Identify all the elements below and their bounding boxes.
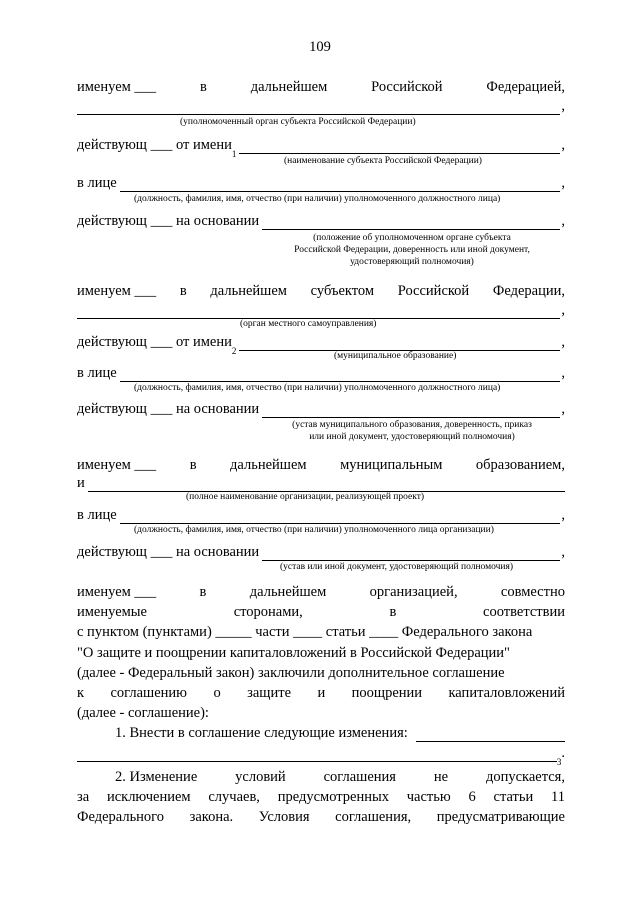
caption-line: (положение об уполномоченном органе субъекта — [313, 233, 511, 243]
text: 1. Внести в соглашение следующие изменения: — [115, 725, 408, 741]
para-line-4 — [77, 664, 565, 684]
word: совместно — [500, 584, 565, 600]
line-named-subject — [77, 282, 565, 302]
comma: , — [561, 98, 565, 114]
blank — [88, 477, 565, 492]
word: соглашения — [323, 769, 396, 785]
word: случаев, — [208, 789, 260, 805]
comma: , — [561, 302, 565, 318]
caption-basis-3: (устав или иной документ, удостоверяющий полномочия) — [280, 562, 514, 572]
label: действующ ___ на основании — [77, 213, 260, 229]
blank — [262, 546, 560, 561]
label: действующ ___ на основании — [77, 401, 260, 417]
label: в лице — [77, 365, 117, 381]
text: "О защите и поощрении капиталовложений в Российской Федерации" — [77, 645, 510, 661]
word: именуем ___ — [77, 79, 157, 95]
line-named-organization — [77, 583, 565, 603]
caption-basis-2 — [262, 419, 562, 443]
word: именуем ___ — [77, 283, 157, 299]
blank — [239, 139, 560, 154]
text: (далее - Федеральный закон) заключили дополнительное соглашение — [77, 665, 505, 681]
word: дальнейшем — [250, 79, 328, 95]
blank — [262, 215, 560, 230]
word: Условия — [258, 809, 310, 825]
blank — [120, 509, 561, 524]
word: защите — [247, 685, 292, 701]
word: дальнейшем — [210, 283, 287, 299]
line-acting-on-behalf-1: действующ ___ от имени 1 , — [77, 137, 565, 159]
word: капиталовложений — [448, 685, 565, 701]
line-named-municipal — [77, 456, 565, 476]
label: действующ ___ на основании — [77, 544, 260, 560]
word: в — [199, 584, 207, 600]
word: о — [213, 685, 221, 701]
label: в лице — [77, 507, 117, 523]
caption-official-3: (должность, фамилия, имя, отчество (при наличии) уполномоченного лица организации) — [134, 525, 494, 535]
word: именуемые — [77, 604, 147, 620]
para-line-2 — [77, 623, 565, 643]
caption-line: (устав муниципального образования, доверенность, приказ — [292, 420, 532, 430]
line-basis-3 — [77, 543, 565, 563]
text: (далее - соглашение): — [77, 705, 209, 721]
comma: , — [561, 365, 565, 381]
item-2-line-1 — [115, 768, 565, 788]
comma: , — [561, 507, 565, 523]
word: сторонами, — [233, 604, 303, 620]
comma: , — [561, 401, 565, 417]
blank — [77, 100, 560, 115]
caption-line: Российской Федерации, доверенность или иной документ, — [294, 245, 530, 255]
caption-official-2: (должность, фамилия, имя, отчество (при наличии) уполномоченного должностного лица) — [134, 383, 501, 393]
word: Российской — [371, 79, 443, 95]
word: организацией, — [369, 584, 458, 600]
word: статьи — [493, 789, 534, 805]
comma: , — [561, 213, 565, 229]
item-1-line — [115, 724, 565, 744]
word: исключением — [106, 789, 191, 805]
word: Федерального — [77, 809, 165, 825]
word: дальнейшем — [230, 457, 307, 473]
word: дальнейшем — [249, 584, 327, 600]
blank — [416, 727, 565, 742]
word: 2. Изменение — [115, 769, 198, 785]
word: Российской — [397, 283, 470, 299]
label: действующ ___ от имени — [77, 334, 232, 350]
word: в — [389, 604, 397, 620]
line-person-3 — [77, 506, 565, 526]
caption-line: удостоверяющий полномочия) — [350, 257, 474, 267]
word: предусматривающие — [436, 809, 565, 825]
blank — [77, 747, 557, 762]
word: 6 — [468, 789, 476, 805]
blank — [262, 403, 560, 418]
line-acting-on-behalf-2: действующ ___ от имени 2 , — [77, 334, 565, 356]
word: соглашению — [110, 685, 188, 701]
para-line-3 — [77, 644, 565, 664]
word: образованием, — [475, 457, 565, 473]
word: Федерацией, — [486, 79, 565, 95]
blank — [120, 367, 561, 382]
word: не — [433, 769, 449, 785]
label: в лице — [77, 175, 117, 191]
caption-subject-name: (наименование субъекта Российской Федерации) — [284, 156, 482, 166]
label: действующ ___ от имени — [77, 137, 232, 153]
word: именуем ___ — [77, 584, 157, 600]
caption-basis-1 — [262, 232, 562, 268]
line-person-2 — [77, 364, 565, 384]
period: . — [561, 745, 565, 761]
text: с пунктом (пунктами) _____ части ____ статьи ____ Федерального закона — [77, 624, 533, 640]
word: в — [189, 457, 197, 473]
line-named-rf — [77, 78, 565, 98]
caption-local-gov: (орган местного самоуправления) — [240, 319, 377, 329]
caption-official-1: (должность, фамилия, имя, отчество (при наличии) уполномоченного должностного лица) — [134, 194, 501, 204]
line-person-1 — [77, 174, 565, 194]
word: условий — [235, 769, 286, 785]
caption-organization: (полное наименование организации, реализующей проект) — [186, 492, 425, 502]
caption-organ: (уполномоченный орган субъекта Российской Федерации) — [180, 117, 416, 127]
caption-line: или иной документ, удостоверяющий полномочия) — [309, 432, 515, 442]
word: муниципальным — [340, 457, 443, 473]
word: субъектом — [310, 283, 375, 299]
word: частью — [406, 789, 451, 805]
word: предусмотренных — [277, 789, 389, 805]
word: допускается, — [485, 769, 565, 785]
word: закона. — [189, 809, 234, 825]
line-basis-1 — [77, 212, 565, 232]
word: за — [77, 789, 90, 805]
para-line-6 — [77, 704, 565, 724]
blank — [239, 336, 560, 351]
word: и — [317, 685, 326, 701]
item-2-line-3 — [77, 808, 565, 828]
comma: , — [561, 544, 565, 560]
word: к — [77, 685, 85, 701]
item-1-blank-line: 3 . — [77, 744, 565, 764]
line-basis-2 — [77, 400, 565, 420]
word: соглашения, — [335, 809, 412, 825]
word: 11 — [551, 789, 565, 805]
para-line-5 — [77, 684, 565, 704]
comma: , — [561, 137, 565, 153]
word: именуем ___ — [77, 457, 157, 473]
blank — [120, 177, 561, 192]
blank-line-organ — [77, 97, 565, 117]
comma: , — [561, 175, 565, 191]
para-line-1 — [77, 603, 565, 623]
word: в — [200, 79, 207, 95]
page-number: 109 — [309, 39, 331, 55]
caption-municipality: (муниципальное образование) — [334, 351, 457, 361]
word: Федерации, — [492, 283, 565, 299]
item-2-line-2 — [77, 788, 565, 808]
comma: , — [561, 334, 565, 350]
word: поощрении — [351, 685, 423, 701]
label: и — [77, 475, 85, 491]
word: в — [179, 283, 187, 299]
blank — [77, 304, 560, 319]
word: соответствии — [483, 604, 565, 620]
